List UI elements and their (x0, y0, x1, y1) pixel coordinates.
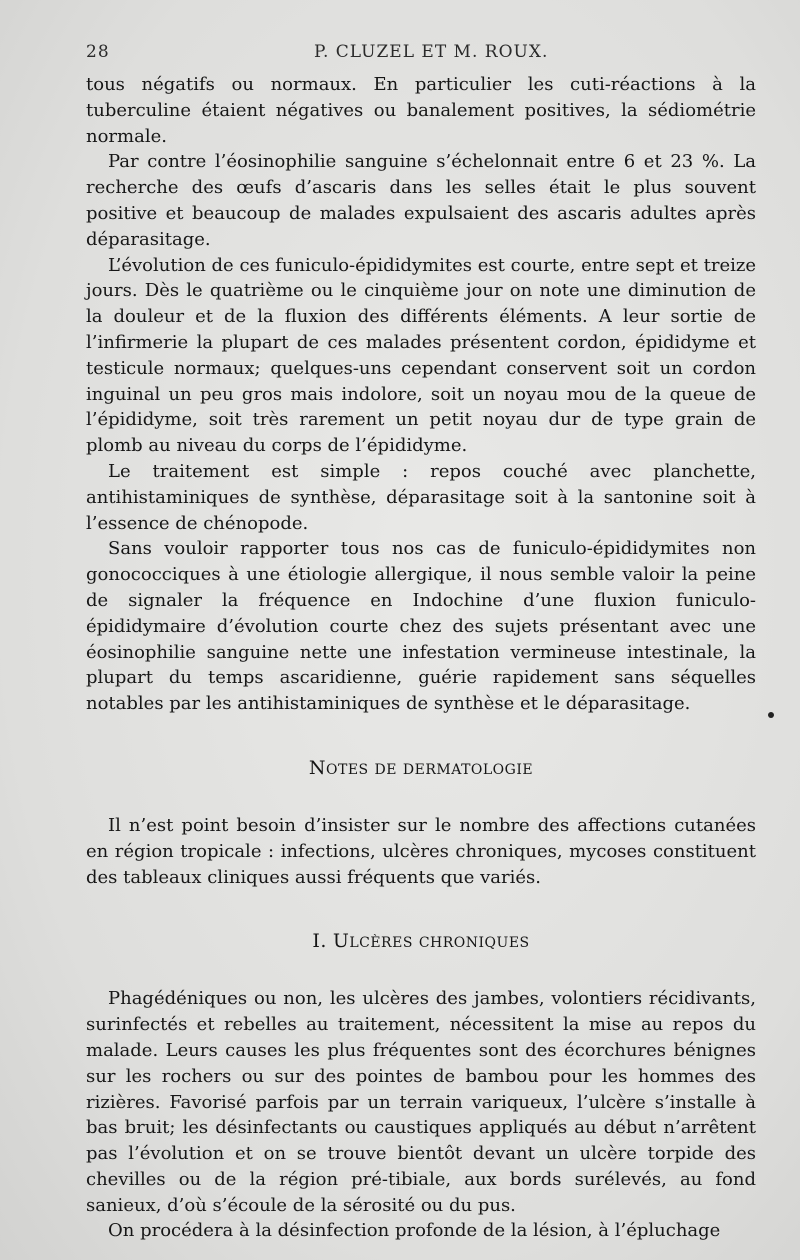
paragraph: Le traitement est simple : repos couché avec planchette, antihistaminiques de synthèse, déparasitage soit à la santonine soit à l’essence de chénopode. (86, 460, 756, 534)
paragraph: L’évolution de ces funiculo-épididymites est courte, entre sept et treize jours. Dès le quatrième ou le cinquième jour on note une diminution de la douleur et de la fluxion des différents éléments. A leur sortie de l’infirmerie la plupart de ces malades présentent cordon, épididyme et testicule normaux; quelques-uns cependant conservent soit un cordon inguinal un peu gros mais indolore, soit un noyau mou de la queue de l’épididyme, soit très rarement un petit noyau dur de type grain de plomb au niveau du corps de l’épididyme. (86, 254, 756, 457)
body-text-bottom (86, 986, 756, 1244)
heading-numeral: I. (312, 930, 327, 953)
paragraph: Par contre l’éosinophilie sanguine s’échelonnait entre 6 et 23 %. La recherche des œufs d’ascaris dans les selles était le plus souvent positive et beaucoup de malades expulsaient des ascaris adultes après déparasitage. (86, 151, 756, 250)
page-number: 28 (86, 42, 110, 62)
running-head (86, 38, 756, 72)
heading-word: LCÈRES (349, 935, 413, 952)
heading-word: CHRONIQUES (418, 935, 530, 952)
heading-word: DE (374, 761, 397, 778)
subsection-heading (86, 930, 756, 952)
heading-initial: U (332, 930, 350, 953)
section-intro-paragraph: Il n’est point besoin d’insister sur le nombre des affections cutanées en région tropicale : infections, ulcères chroniques, mycoses constituent des tableaux cliniques aussi fréquents que variés. (86, 814, 756, 888)
paragraph: tous négatifs ou normaux. En particulier les cuti-réactions à la tuberculine étaient négatives ou banalement positives, la sédiométrie normale. (86, 74, 756, 147)
paragraph: On procédera à la désinfection profonde de la lésion, à l’épluchage (108, 1220, 721, 1242)
body-text-top (86, 72, 756, 717)
heading-word: OTES (326, 761, 369, 778)
running-title: P. CLUZEL ET M. ROUX. (314, 42, 549, 62)
bullet-dot-icon (768, 712, 774, 718)
paragraph: Phagédéniques ou non, les ulcères des jambes, volontiers récidivants, surinfectés et rebelles au traitement, nécessitent la mise au repos du malade. Leurs causes les plus fréquentes sont des écorchures bénignes sur les rochers ou sur des pointes de bambou pour les hommes des rizières. Favorisé parfois par un terrain variqueux, l’ulcère s’installe à bas bruit; les désinfectants ou caustiques appliqués au début n’arrêtent pas l’évolution et on se trouve bientôt devant un ulcère torpide des chevilles ou de la région pré-tibiale, aux bords surélevés, au fond sanieux, d’où s’écoule de la sérosité ou du pus. (86, 988, 756, 1216)
heading-initial: N (308, 756, 326, 779)
paragraph: Sans vouloir rapporter tous nos cas de funiculo-épididymites non gonococciques à une étiologie allergique, il nous semble valoir la peine de signaler la fréquence en Indochine d’une fluxion funiculo-épididymaire d’évolution courte chez des sujets présentant avec une éosinophilie sanguine nette une infestation vermineuse intestinale, la plupart du temps ascaridienne, guérie rapidement sans séquelles notables par les antihistaminiques de synthèse et le déparasitage. (86, 538, 756, 715)
heading-word: DERMATOLOGIE (402, 761, 534, 778)
section-heading (86, 757, 756, 779)
